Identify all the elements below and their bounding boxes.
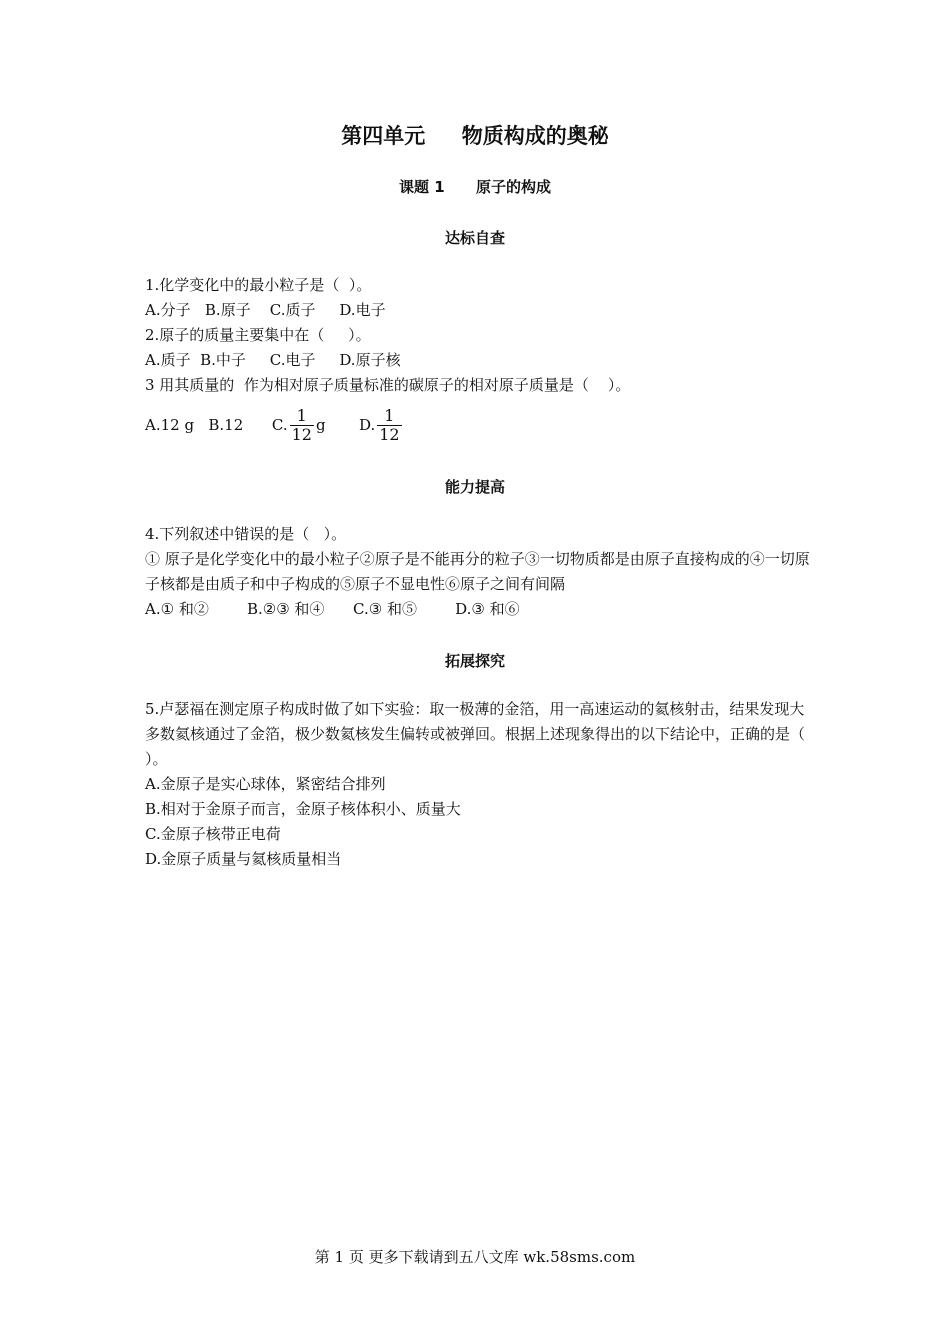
section-heading-improvement: 能力提高 bbox=[444, 478, 505, 496]
question-4-options: A.① 和② B.②③ 和④ C.③ 和⑤ D.③ 和⑥ bbox=[145, 600, 520, 618]
question-3-option-d-prefix: D. bbox=[358, 415, 376, 434]
fraction-numerator: 1 bbox=[384, 405, 395, 425]
question-1-stem: 1.化学变化中的最小粒子是（ ）。 bbox=[145, 276, 372, 294]
fraction-denominator: 12 bbox=[379, 424, 400, 444]
page-footer: 第 1 页 更多下载请到五八文库 wk.58sms.com bbox=[314, 1248, 636, 1266]
question-5-option-b: B.相对于金原子而言，金原子核体积小、质量大 bbox=[145, 800, 461, 818]
question-4-stem: 4.下列叙述中错误的是（ ）。 bbox=[145, 525, 347, 543]
question-3-option-c-fraction bbox=[290, 407, 314, 444]
question-2-options: A.质子 B.中子 C.电子 D.原子核 bbox=[145, 351, 401, 369]
section-improvement-body bbox=[145, 522, 815, 622]
section-self-check-body bbox=[145, 273, 815, 450]
question-3-option-b: B.12 bbox=[208, 415, 244, 434]
question-4-statements: ① 原子是化学变化中的最小粒子②原子是不能再分的粒子③一切物质都是由原子直接构成的④一切原子核都是由质子和中子构成的⑤原子不显电性⑥原子之间有间隔 bbox=[145, 550, 810, 593]
fraction-numerator: 1 bbox=[296, 405, 307, 425]
question-3-stem: 3 用其质量的 作为相对原子质量标准的碳原子的相对原子质量是（ ）。 bbox=[145, 376, 631, 394]
section-extension-body bbox=[145, 697, 815, 872]
lesson-subtitle: 课题 1 原子的构成 bbox=[399, 178, 551, 196]
section-heading-extension: 拓展探究 bbox=[444, 652, 505, 670]
question-5-option-c: C.金原子核带正电荷 bbox=[145, 825, 281, 843]
fraction-denominator: 12 bbox=[291, 424, 312, 444]
question-3-option-a: A.12 g bbox=[145, 415, 195, 434]
section-heading-self-check: 达标自查 bbox=[444, 229, 505, 247]
page-title: 第四单元 物质构成的奥秘 bbox=[341, 124, 609, 148]
question-3-option-c-prefix: C. bbox=[271, 415, 288, 434]
question-5-stem: 5.卢瑟福在测定原子构成时做了如下实验：取一极薄的金箔，用一高速运动的氦核射击，结果发现大多数氦核通过了金箔，极少数氦核发生偏转或被弹回。根据上述现象得出的以下结论中，正确的是（ ）。 bbox=[145, 700, 806, 768]
question-2-stem: 2.原子的质量主要集中在（ ）。 bbox=[145, 326, 371, 344]
question-3-option-c-unit: g bbox=[315, 415, 326, 434]
question-5-option-d: D.金原子质量与氦核质量相当 bbox=[145, 850, 342, 868]
question-3-option-d-fraction bbox=[377, 407, 401, 444]
question-3-options bbox=[145, 400, 815, 450]
question-5-option-a: A.金原子是实心球体，紧密结合排列 bbox=[145, 775, 386, 793]
question-1-options: A.分子 B.原子 C.质子 D.电子 bbox=[145, 301, 386, 319]
